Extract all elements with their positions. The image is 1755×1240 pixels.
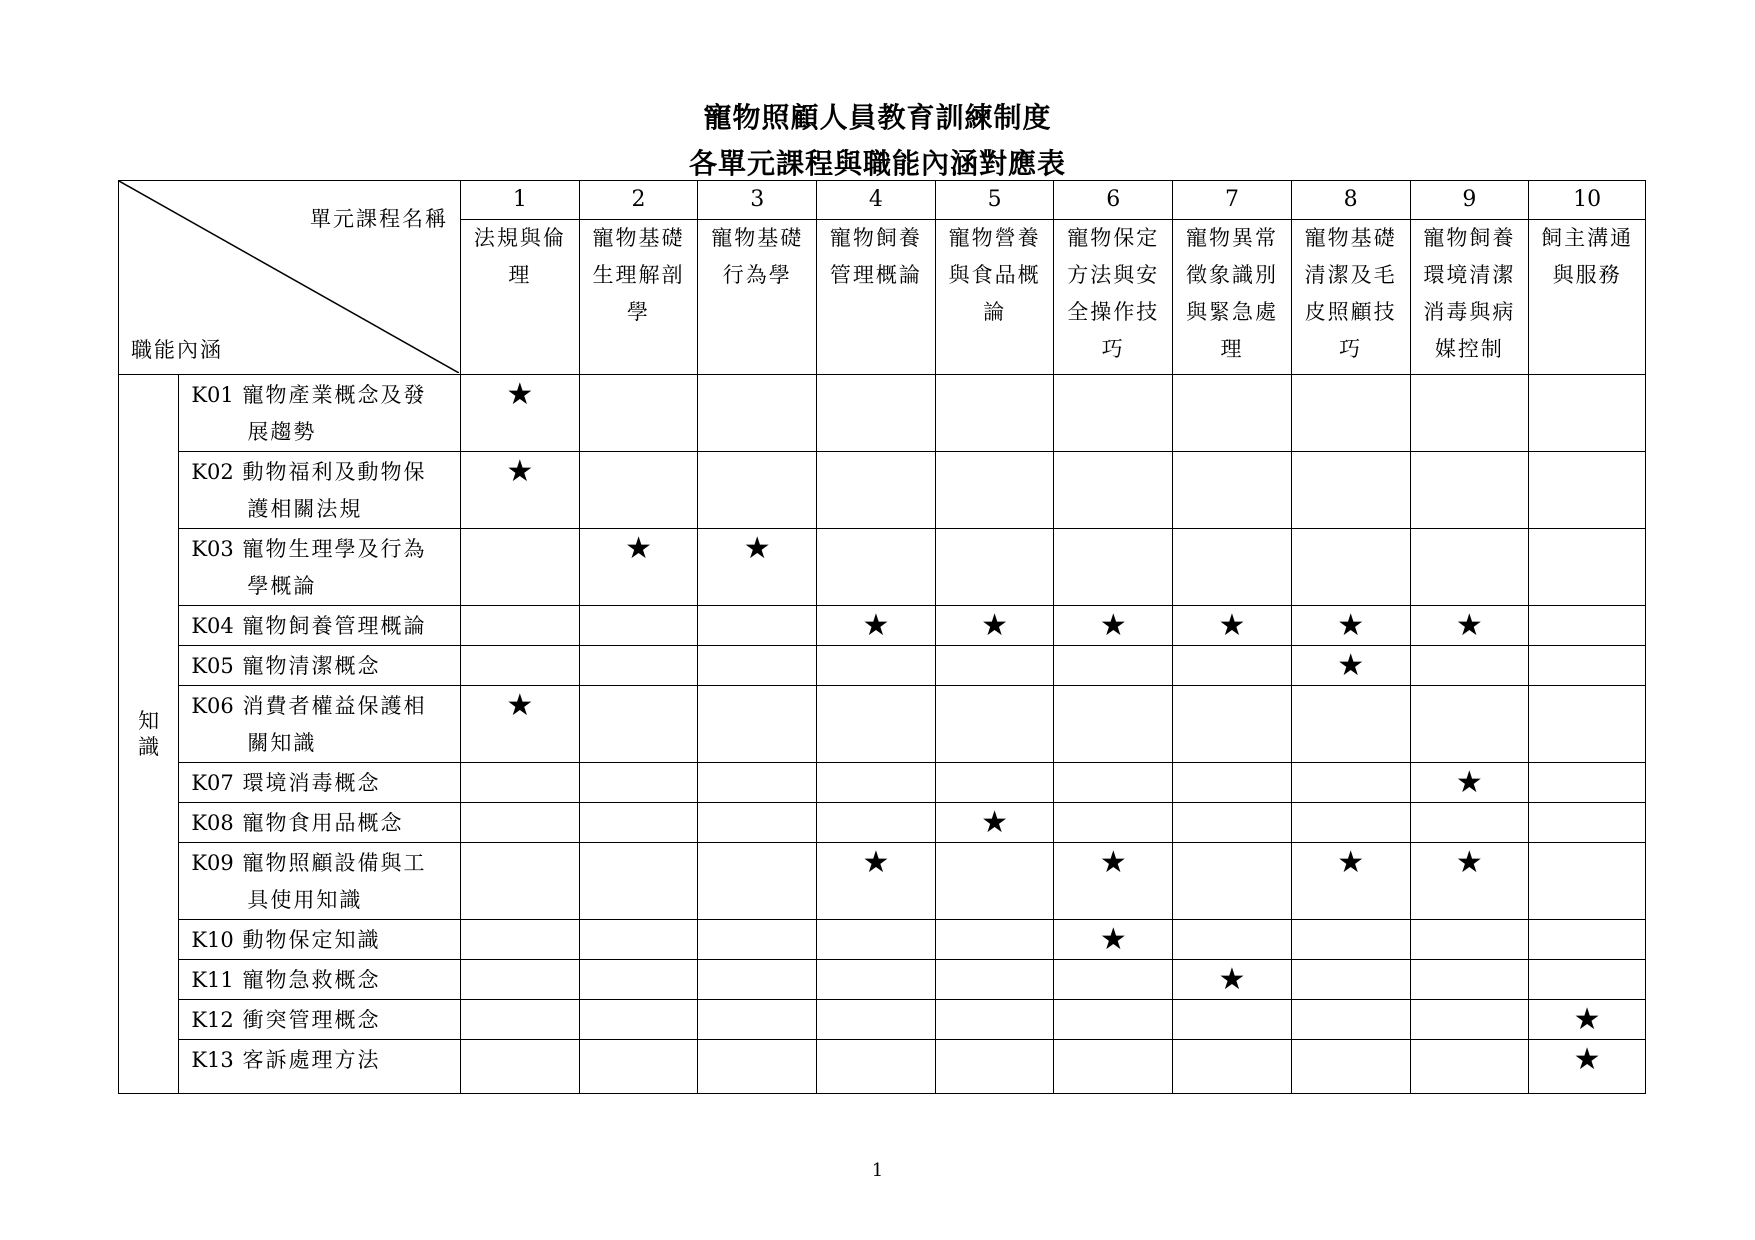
competency-cell — [179, 646, 461, 686]
competency-text-cont: 展趨勢 — [247, 420, 317, 444]
mapping-cell — [698, 686, 817, 763]
mapping-cell — [698, 375, 817, 452]
table-row — [119, 686, 1646, 763]
competency-cell — [179, 960, 461, 1000]
table-row — [119, 606, 1646, 646]
mapping-cell — [817, 763, 936, 803]
category-cell — [119, 375, 179, 1094]
document-subtitle: 各單元課程與職能內涵對應表 — [688, 147, 1066, 180]
course-name-line: 寵物飼養 — [1423, 226, 1516, 250]
table-row — [119, 375, 1646, 452]
mapping-cell — [579, 843, 698, 920]
star-mark-icon: ★ — [1337, 648, 1365, 683]
mapping-cell — [1410, 843, 1529, 920]
mapping-cell — [1410, 686, 1529, 763]
mapping-cell — [1529, 686, 1646, 763]
course-name — [935, 220, 1054, 375]
mapping-cell — [579, 763, 698, 803]
mapping-cell — [1529, 375, 1646, 452]
course-name-line: 生理解剖 — [592, 263, 685, 287]
mapping-cell — [1054, 452, 1173, 529]
competency-code: K12 — [191, 1008, 234, 1032]
mapping-cell — [1054, 763, 1173, 803]
mapping-cell — [1173, 1000, 1292, 1040]
mapping-cell — [935, 375, 1054, 452]
page-number: 1 — [871, 1160, 884, 1181]
table-row — [119, 960, 1646, 1000]
competency-cell — [179, 529, 461, 606]
competency-code: K06 — [191, 694, 234, 718]
mapping-cell — [1291, 960, 1410, 1000]
mapping-cell — [935, 686, 1054, 763]
competency-cell — [179, 803, 461, 843]
star-mark-icon: ★ — [1218, 608, 1246, 643]
mapping-cell — [817, 1000, 936, 1040]
course-name-line: 寵物基礎 — [711, 226, 804, 250]
competency-text: 客訴處理方法 — [242, 1048, 381, 1072]
course-name-line: 方法與安 — [1067, 263, 1160, 287]
mapping-cell — [935, 529, 1054, 606]
table-row — [119, 843, 1646, 920]
star-mark-icon: ★ — [981, 805, 1009, 840]
competency-code: K09 — [191, 851, 234, 875]
mapping-cell — [698, 1040, 817, 1094]
mapping-cell — [1173, 920, 1292, 960]
course-name-line: 寵物基礎 — [1304, 226, 1397, 250]
mapping-cell — [579, 960, 698, 1000]
competency-cell — [179, 375, 461, 452]
competency-text: 寵物急救概念 — [242, 968, 381, 992]
star-mark-icon: ★ — [1455, 765, 1483, 800]
course-number: 5 — [935, 181, 1054, 220]
star-mark-icon: ★ — [1337, 608, 1365, 643]
mapping-cell — [698, 452, 817, 529]
mapping-cell — [1054, 843, 1173, 920]
mapping-cell — [579, 1040, 698, 1094]
mapping-cell — [1410, 646, 1529, 686]
mapping-cell — [1410, 1000, 1529, 1040]
mapping-cell — [698, 960, 817, 1000]
competency-code: K02 — [191, 460, 234, 484]
competency-text: 寵物清潔概念 — [242, 654, 381, 678]
table-row — [119, 920, 1646, 960]
competency-code: K08 — [191, 811, 234, 835]
course-name — [579, 220, 698, 375]
competency-cell — [179, 1040, 461, 1094]
course-name-line: 巧 — [1339, 337, 1363, 361]
document-title: 寵物照顧人員教育訓練制度 — [703, 101, 1052, 134]
mapping-cell — [1291, 803, 1410, 843]
course-name-line: 清潔及毛 — [1304, 263, 1397, 287]
course-name — [1291, 220, 1410, 375]
mapping-cell — [817, 803, 936, 843]
mapping-cell — [1529, 843, 1646, 920]
mapping-cell — [817, 375, 936, 452]
mapping-cell — [461, 1040, 580, 1094]
star-mark-icon: ★ — [1099, 608, 1127, 643]
mapping-cell — [1291, 843, 1410, 920]
competency-text-cont: 護相關法規 — [247, 497, 363, 521]
mapping-cell — [1291, 375, 1410, 452]
mapping-cell — [935, 452, 1054, 529]
mapping-cell — [935, 1000, 1054, 1040]
course-name-line: 行為學 — [722, 263, 792, 287]
mapping-cell — [1529, 606, 1646, 646]
mapping-cell — [698, 1000, 817, 1040]
star-mark-icon: ★ — [1455, 845, 1483, 880]
course-name-line: 寵物基礎 — [592, 226, 685, 250]
star-mark-icon: ★ — [506, 377, 534, 412]
star-mark-icon: ★ — [1337, 845, 1365, 880]
mapping-cell — [1410, 452, 1529, 529]
mapping-cell — [935, 920, 1054, 960]
competency-cell — [179, 686, 461, 763]
star-mark-icon: ★ — [625, 531, 652, 566]
mapping-cell — [817, 920, 936, 960]
table-row — [119, 1040, 1646, 1094]
mapping-cell — [461, 843, 580, 920]
course-name — [817, 220, 936, 375]
mapping-cell — [1173, 606, 1292, 646]
course-name — [1054, 220, 1173, 375]
mapping-cell — [1173, 843, 1292, 920]
mapping-cell — [1291, 920, 1410, 960]
competency-code: K10 — [191, 928, 234, 952]
competency-cell — [179, 452, 461, 529]
course-name-line: 消毒與病 — [1423, 300, 1516, 324]
course-name-header: 單元課程名稱 — [310, 207, 448, 231]
mapping-cell — [1054, 920, 1173, 960]
competency-text: 消費者權益保護相 — [242, 694, 427, 718]
course-name — [1529, 220, 1646, 375]
mapping-cell — [1054, 686, 1173, 763]
mapping-cell — [579, 375, 698, 452]
mapping-cell — [1173, 646, 1292, 686]
competency-code: K11 — [191, 968, 234, 992]
mapping-cell — [1529, 803, 1646, 843]
mapping-cell — [579, 529, 698, 606]
course-name-line: 論 — [983, 300, 1007, 324]
mapping-cell — [579, 803, 698, 843]
competency-text: 寵物生理學及行為 — [242, 537, 427, 561]
course-name-line: 理 — [508, 263, 532, 287]
table-row — [119, 452, 1646, 529]
competency-cell — [179, 606, 461, 646]
competency-text: 衝突管理概念 — [242, 1008, 381, 1032]
mapping-cell — [1410, 763, 1529, 803]
mapping-cell — [1410, 1040, 1529, 1094]
star-mark-icon: ★ — [1099, 845, 1127, 880]
course-name-line: 飼主溝通 — [1541, 226, 1634, 250]
mapping-cell — [461, 686, 580, 763]
course-name — [1173, 220, 1292, 375]
course-name-line: 寵物保定 — [1067, 226, 1160, 250]
header-corner-cell — [119, 181, 461, 375]
competency-text: 寵物產業概念及發 — [242, 383, 427, 407]
mapping-cell — [935, 1040, 1054, 1094]
mapping-cell — [935, 646, 1054, 686]
competency-cell — [179, 843, 461, 920]
course-name-line: 理 — [1220, 337, 1244, 361]
mapping-cell — [1054, 606, 1173, 646]
mapping-cell — [817, 606, 936, 646]
course-name — [461, 220, 580, 375]
competency-cell — [179, 920, 461, 960]
star-mark-icon: ★ — [1573, 1002, 1601, 1037]
course-name-line: 與服務 — [1552, 263, 1622, 287]
mapping-cell — [935, 843, 1054, 920]
mapping-cell — [1173, 763, 1292, 803]
star-mark-icon: ★ — [1099, 922, 1127, 957]
mapping-cell — [1410, 529, 1529, 606]
competency-code: K03 — [191, 537, 234, 561]
mapping-cell — [1529, 763, 1646, 803]
table-row — [119, 803, 1646, 843]
course-competency-table — [118, 180, 1646, 1094]
mapping-cell — [1291, 452, 1410, 529]
course-name-line: 皮照顧技 — [1304, 300, 1397, 324]
course-number: 3 — [698, 181, 817, 220]
mapping-cell — [1173, 529, 1292, 606]
mapping-cell — [935, 960, 1054, 1000]
competency-code: K04 — [191, 614, 234, 638]
competency-code: K07 — [191, 771, 234, 795]
mapping-cell — [698, 843, 817, 920]
mapping-cell — [935, 803, 1054, 843]
mapping-cell — [1410, 375, 1529, 452]
mapping-cell — [1529, 452, 1646, 529]
mapping-cell — [461, 920, 580, 960]
competency-text: 動物保定知識 — [242, 928, 381, 952]
mapping-cell — [1529, 529, 1646, 606]
course-number: 6 — [1054, 181, 1173, 220]
course-name-line: 與緊急處 — [1185, 300, 1278, 324]
competency-text: 環境消毒概念 — [242, 771, 381, 795]
mapping-cell — [1291, 763, 1410, 803]
competency-text-cont: 學概論 — [247, 574, 317, 598]
competency-code: K01 — [191, 383, 234, 407]
mapping-cell — [461, 803, 580, 843]
star-mark-icon: ★ — [1455, 608, 1483, 643]
mapping-cell — [1291, 686, 1410, 763]
competency-text: 動物福利及動物保 — [242, 460, 427, 484]
course-name-line: 全操作技 — [1067, 300, 1160, 324]
mapping-cell — [1410, 803, 1529, 843]
course-name-line: 巧 — [1101, 337, 1125, 361]
course-name-line: 與食品概 — [948, 263, 1041, 287]
course-number: 10 — [1529, 181, 1646, 220]
mapping-cell — [1410, 920, 1529, 960]
course-name — [698, 220, 817, 375]
mapping-cell — [461, 763, 580, 803]
star-mark-icon: ★ — [981, 608, 1009, 643]
competency-code: K05 — [191, 654, 234, 678]
course-number: 1 — [461, 181, 580, 220]
mapping-cell — [698, 803, 817, 843]
table-row — [119, 1000, 1646, 1040]
mapping-cell — [698, 646, 817, 686]
mapping-cell — [1173, 960, 1292, 1000]
mapping-cell — [461, 606, 580, 646]
competency-code: K13 — [191, 1048, 234, 1072]
mapping-cell — [579, 646, 698, 686]
mapping-cell — [1173, 452, 1292, 529]
mapping-cell — [461, 375, 580, 452]
mapping-cell — [1529, 920, 1646, 960]
mapping-cell — [1054, 646, 1173, 686]
course-name-line: 法規與倫 — [473, 226, 566, 250]
competency-cell — [179, 1000, 461, 1040]
mapping-cell — [698, 529, 817, 606]
mapping-cell — [935, 763, 1054, 803]
star-mark-icon: ★ — [743, 531, 771, 566]
competency-text-cont: 關知識 — [247, 731, 317, 755]
mapping-cell — [461, 529, 580, 606]
course-number: 8 — [1291, 181, 1410, 220]
mapping-cell — [817, 843, 936, 920]
mapping-cell — [1173, 375, 1292, 452]
category-char: 知 — [138, 709, 160, 733]
star-mark-icon: ★ — [862, 845, 890, 880]
mapping-cell — [698, 606, 817, 646]
mapping-cell — [817, 646, 936, 686]
mapping-cell — [1291, 529, 1410, 606]
mapping-cell — [1054, 960, 1173, 1000]
course-name-line: 媒控制 — [1434, 337, 1504, 361]
star-mark-icon: ★ — [1573, 1042, 1601, 1077]
course-name-line: 環境清潔 — [1423, 263, 1516, 287]
mapping-cell — [1291, 646, 1410, 686]
table-row — [119, 646, 1646, 686]
course-number: 7 — [1173, 181, 1292, 220]
mapping-cell — [579, 1000, 698, 1040]
mapping-cell — [1529, 646, 1646, 686]
mapping-cell — [1054, 529, 1173, 606]
course-name-line: 寵物營養 — [948, 226, 1041, 250]
mapping-cell — [1291, 1000, 1410, 1040]
course-name — [1410, 220, 1529, 375]
competency-text: 寵物照顧設備與工 — [242, 851, 427, 875]
mapping-cell — [1054, 1000, 1173, 1040]
course-name-line: 管理概論 — [829, 263, 922, 287]
star-mark-icon: ★ — [862, 608, 890, 643]
mapping-cell — [1173, 1040, 1292, 1094]
mapping-cell — [698, 920, 817, 960]
mapping-cell — [1054, 375, 1173, 452]
mapping-cell — [817, 1040, 936, 1094]
mapping-cell — [461, 452, 580, 529]
mapping-cell — [817, 960, 936, 1000]
mapping-cell — [1054, 1040, 1173, 1094]
mapping-cell — [1410, 606, 1529, 646]
mapping-cell — [1529, 1000, 1646, 1040]
star-mark-icon: ★ — [1218, 962, 1246, 997]
mapping-cell — [1173, 686, 1292, 763]
mapping-cell — [1529, 960, 1646, 1000]
category-char: 識 — [138, 735, 160, 759]
competency-header: 職能內涵 — [131, 338, 223, 362]
mapping-cell — [1173, 803, 1292, 843]
course-name-line: 學 — [627, 300, 651, 324]
competency-text-cont: 具使用知識 — [247, 888, 363, 912]
table-row — [119, 763, 1646, 803]
course-name-line: 寵物飼養 — [829, 226, 922, 250]
mapping-cell — [461, 1000, 580, 1040]
mapping-cell — [1410, 960, 1529, 1000]
mapping-cell — [1529, 1040, 1646, 1094]
mapping-cell — [1291, 1040, 1410, 1094]
mapping-cell — [579, 686, 698, 763]
mapping-cell — [579, 920, 698, 960]
mapping-cell — [1054, 803, 1173, 843]
mapping-cell — [579, 452, 698, 529]
competency-text: 寵物飼養管理概論 — [242, 614, 427, 638]
mapping-cell — [817, 452, 936, 529]
star-mark-icon: ★ — [506, 688, 534, 723]
mapping-cell — [1291, 606, 1410, 646]
course-number: 2 — [579, 181, 698, 220]
course-number: 9 — [1410, 181, 1529, 220]
mapping-cell — [579, 606, 698, 646]
course-name-line: 徵象識別 — [1185, 263, 1278, 287]
competency-cell — [179, 763, 461, 803]
mapping-cell — [817, 529, 936, 606]
course-name-line: 寵物異常 — [1185, 226, 1278, 250]
mapping-cell — [461, 646, 580, 686]
table-row — [119, 529, 1646, 606]
mapping-cell — [698, 763, 817, 803]
star-mark-icon: ★ — [506, 454, 534, 489]
mapping-cell — [817, 686, 936, 763]
competency-text: 寵物食用品概念 — [242, 811, 404, 835]
mapping-cell — [461, 960, 580, 1000]
mapping-cell — [935, 606, 1054, 646]
course-number: 4 — [817, 181, 936, 220]
